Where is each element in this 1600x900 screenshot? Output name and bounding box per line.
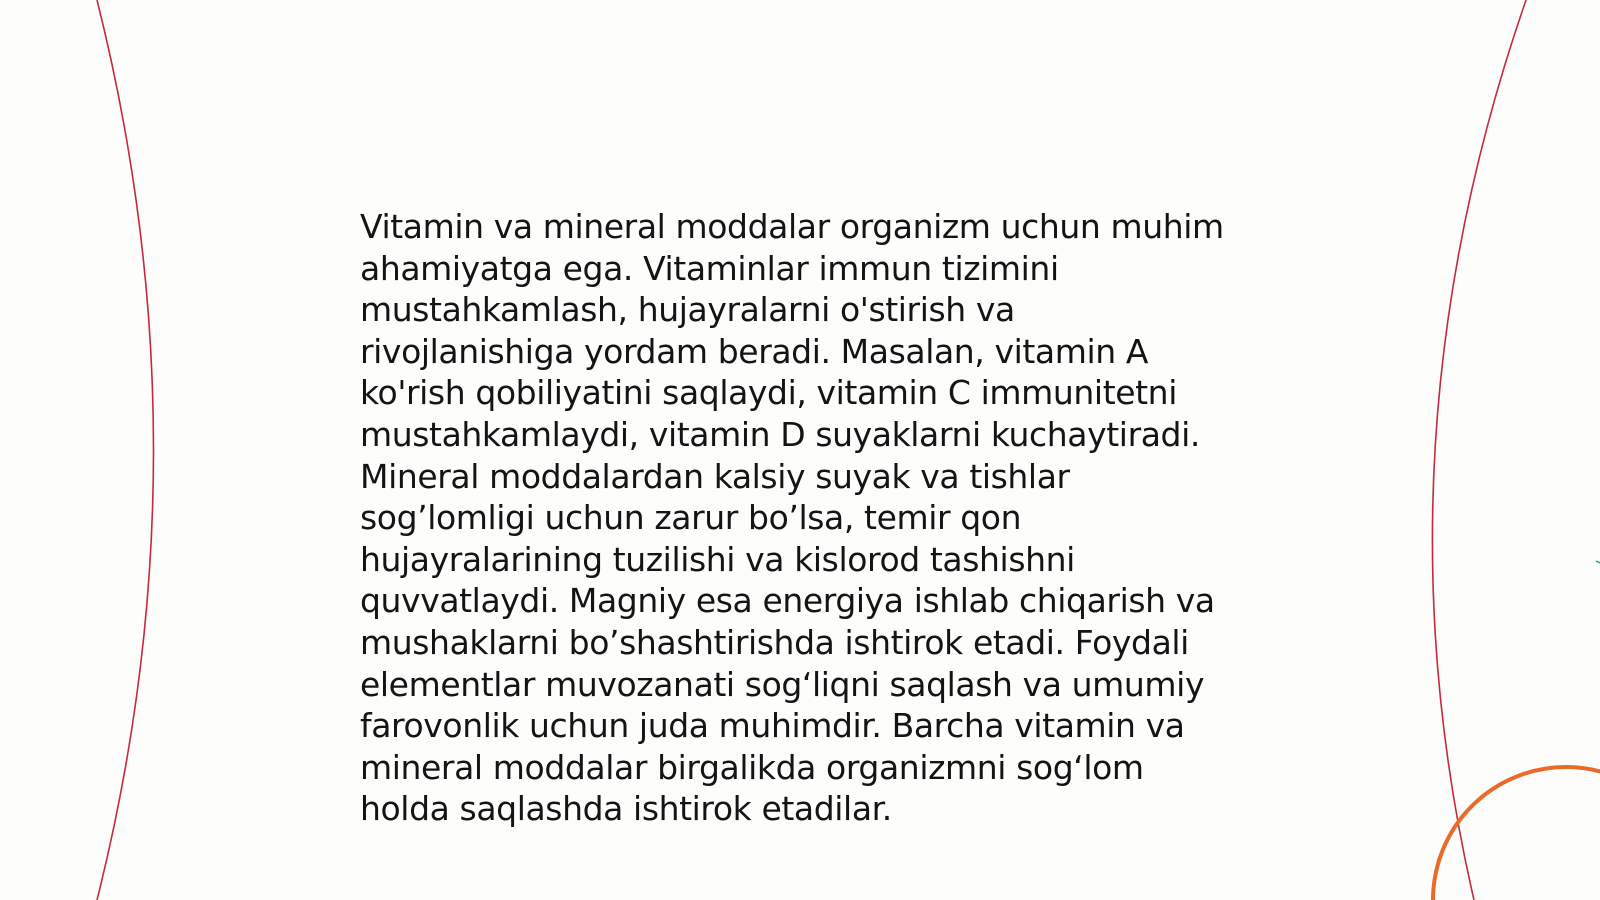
left-arc-line [97,0,154,900]
body-paragraph: Vitamin va mineral moddalar organizm uchun muhim ahamiyatga ega. Vitaminlar immun tizimini mustahkamlash, hujayralarni o'stirish va rivojlanishiga yordam beradi. Masalan, vitamin A ko'rish qobiliyatini saqlaydi, vitamin C immunitetni mustahkamlaydi, vitamin D suyaklarni kuchaytiradi. Mineral moddalardan kalsiy suyak va tishlar sog’lomligi uchun zarur bo’lsa, temir qon hujayralarining tuzilishi va kislorod tashishni quvvatlaydi. Magniy esa energiya ishlab chiqarish va mushaklarni bo’shashtirishda ishtirok etadi. Foydali elementlar muvozanati sog‘liqni saqlash va umumiy farovonlik uchun juda muhimdir. Barcha vitamin va mineral moddalar birgalikda organizmni sog‘lom holda saqlashda ishtirok etadilar. [360,207,1224,829]
orange-circle-arc [1433,767,1600,900]
teal-accent-mark [1596,561,1600,563]
right-arc-line [1432,0,1526,900]
